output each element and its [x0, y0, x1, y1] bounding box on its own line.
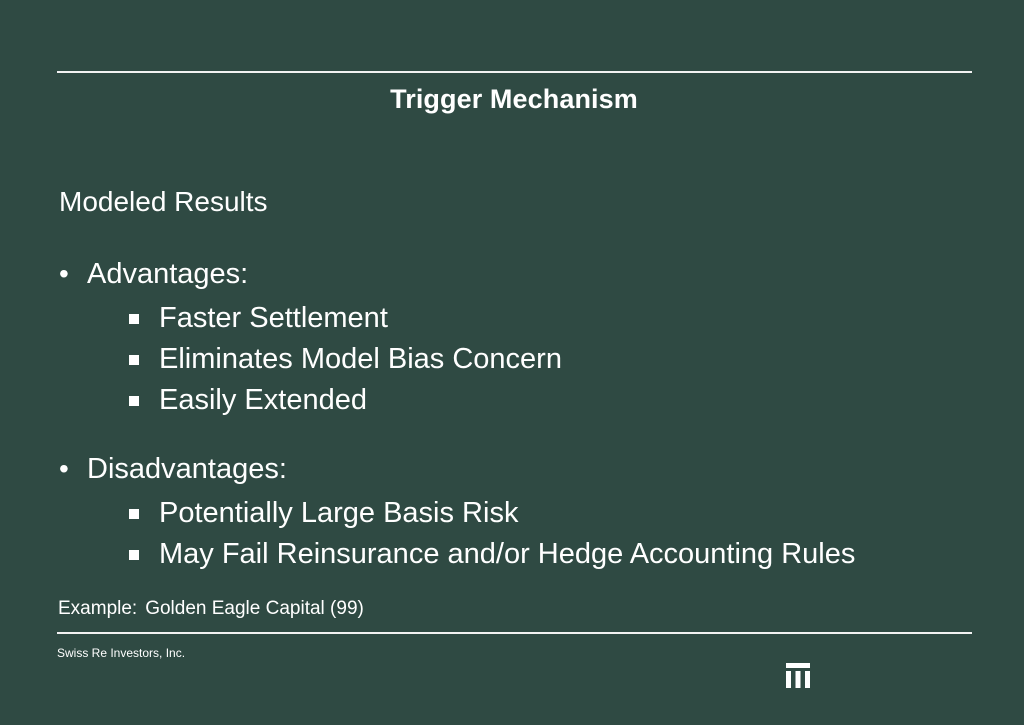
example-line: [58, 598, 364, 620]
disadvantages-section: [59, 453, 999, 575]
list-item-text: Potentially Large Basis Risk: [159, 497, 519, 529]
list-item: [59, 534, 999, 575]
slide-subtitle: Modeled Results: [59, 186, 268, 217]
square-bullet-icon: [129, 314, 139, 324]
square-bullet-icon: [129, 396, 139, 406]
advantages-list: [59, 298, 999, 421]
bottom-divider: [57, 632, 972, 634]
bullet-dot: •: [59, 453, 69, 484]
swiss-re-logo-icon: [786, 663, 810, 688]
list-item: [59, 380, 999, 421]
list-item-text: May Fail Reinsurance and/or Hedge Accounting Rules: [159, 538, 856, 570]
footer-company: Swiss Re Investors, Inc.: [57, 646, 186, 660]
disadvantages-list: [59, 493, 999, 575]
list-item-text: Eliminates Model Bias Concern: [159, 343, 562, 375]
advantages-heading-line: [59, 258, 999, 298]
square-bullet-icon: [129, 550, 139, 560]
list-item-text: Faster Settlement: [159, 302, 388, 334]
disadvantages-heading: Disadvantages:: [87, 453, 287, 485]
example-label: Example:: [58, 598, 138, 619]
list-item: [59, 493, 999, 534]
list-item: [59, 298, 999, 339]
list-item: [59, 339, 999, 380]
slide-title: Trigger Mechanism: [390, 84, 638, 114]
square-bullet-icon: [129, 355, 139, 365]
example-value: Golden Eagle Capital (99): [145, 598, 364, 619]
advantages-heading: Advantages:: [87, 258, 249, 290]
square-bullet-icon: [129, 509, 139, 519]
list-item-text: Easily Extended: [159, 384, 367, 416]
advantages-section: [59, 258, 999, 421]
bullet-dot: •: [59, 258, 69, 289]
disadvantages-heading-line: [59, 453, 999, 493]
top-divider: [57, 71, 972, 73]
